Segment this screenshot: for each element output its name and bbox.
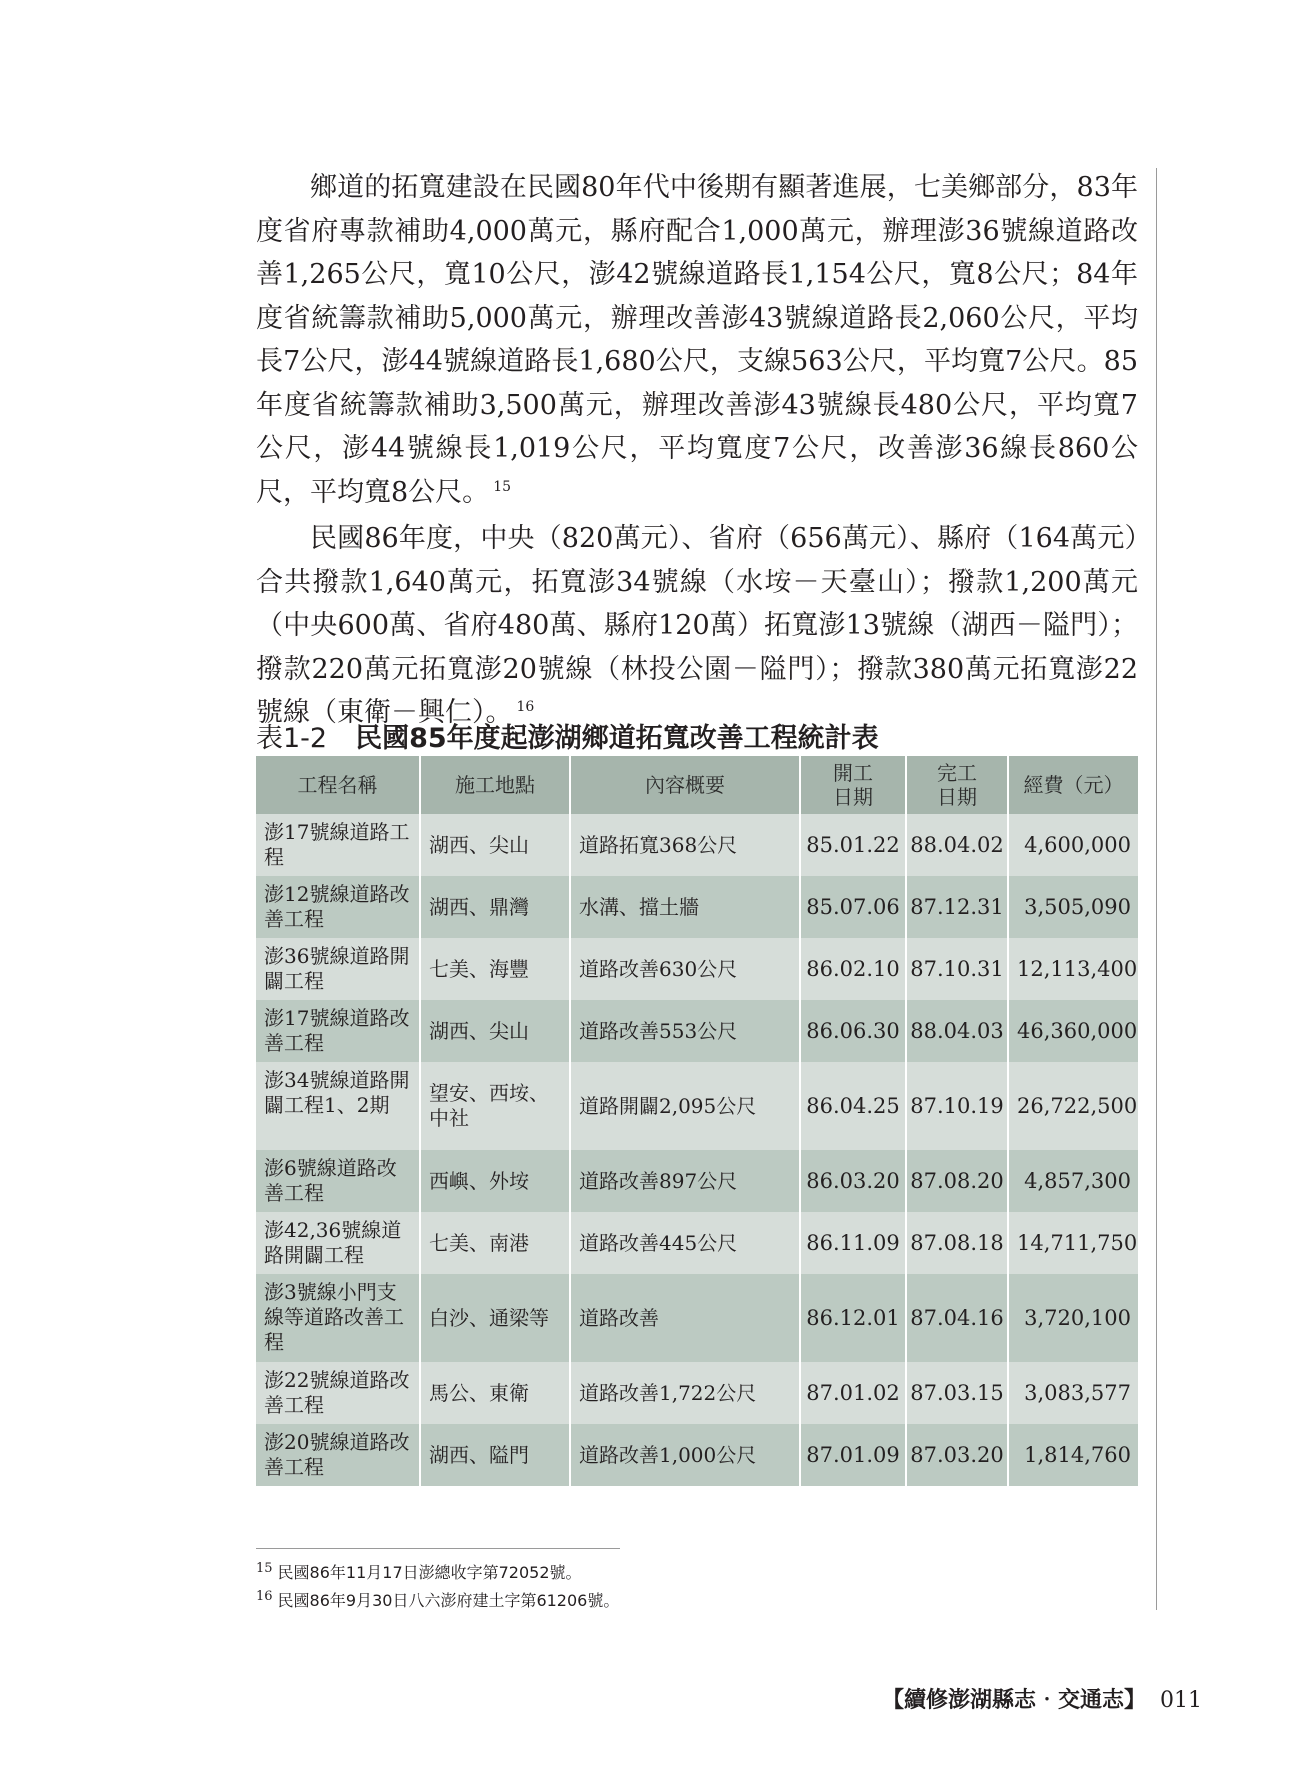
cell-start-date: 86.04.25 <box>800 1062 906 1150</box>
table-caption <box>256 716 879 755</box>
cell-cost: 12,113,400 <box>1008 938 1138 1000</box>
cell-end-date: 87.10.19 <box>906 1062 1008 1150</box>
cell-end-date: 87.08.20 <box>906 1150 1008 1212</box>
cell-cost: 4,600,000 <box>1008 814 1138 876</box>
cell-location: 七美、南港 <box>420 1212 570 1274</box>
footnote <box>256 1559 619 1587</box>
cell-cost: 3,083,577 <box>1008 1362 1138 1424</box>
footnotes <box>256 1559 619 1615</box>
cell-summary: 道路改善630公尺 <box>570 938 800 1000</box>
paragraph <box>256 166 1138 514</box>
cell-start-date: 86.03.20 <box>800 1150 906 1212</box>
cell-end-date: 87.10.31 <box>906 938 1008 1000</box>
cell-cost: 4,857,300 <box>1008 1150 1138 1212</box>
cell-summary: 道路改善445公尺 <box>570 1212 800 1274</box>
cell-location: 馬公、東衛 <box>420 1362 570 1424</box>
cell-summary: 道路改善897公尺 <box>570 1150 800 1212</box>
cell-location: 白沙、通梁等 <box>420 1274 570 1362</box>
header-cost: 經費（元） <box>1008 756 1138 814</box>
footnote-number: 15 <box>256 1560 273 1576</box>
paragraph <box>256 517 1138 735</box>
cell-summary: 道路改善553公尺 <box>570 1000 800 1062</box>
footnote <box>256 1587 619 1615</box>
cell-cost: 14,711,750 <box>1008 1212 1138 1274</box>
cell-name: 澎22號線道路改善工程 <box>256 1362 420 1424</box>
cell-location: 七美、海豐 <box>420 938 570 1000</box>
footnote-number: 16 <box>256 1588 273 1604</box>
cell-location: 西嶼、外垵 <box>420 1150 570 1212</box>
cell-end-date: 87.03.20 <box>906 1424 1008 1486</box>
header-start-date <box>800 756 906 814</box>
cell-cost: 3,720,100 <box>1008 1274 1138 1362</box>
cell-location: 湖西、尖山 <box>420 1000 570 1062</box>
footnote-ref: 16 <box>516 699 535 715</box>
cell-end-date: 87.03.15 <box>906 1362 1008 1424</box>
book-title: 【續修澎湖縣志‧交通志】 <box>882 1687 1147 1713</box>
footnote-divider <box>256 1548 620 1549</box>
table-row <box>256 814 1138 876</box>
margin-rule <box>1156 168 1157 1610</box>
paragraph-text: 民國86年度，中央（820萬元）、省府（656萬元）、縣府（164萬元）合共撥款1,640萬元，拓寬澎34號線（水垵－天臺山）；撥款1,200萬元（中央600萬、省府480萬、縣府120萬）拓寬澎13號線（湖西－隘門）；撥款220萬元拓寬澎20號線（林投公園－隘門）；撥款380萬元拓寬澎22號線（東衛－興仁）。 <box>256 523 1138 728</box>
header-name: 工程名稱 <box>256 756 420 814</box>
cell-cost: 1,814,760 <box>1008 1424 1138 1486</box>
cell-summary: 道路改善1,000公尺 <box>570 1424 800 1486</box>
header-end-date <box>906 756 1008 814</box>
cell-start-date: 86.11.09 <box>800 1212 906 1274</box>
cell-cost: 3,505,090 <box>1008 876 1138 938</box>
paragraph-text: 鄉道的拓寬建設在民國80年代中後期有顯著進展，七美鄉部分，83年度省府專款補助4,000萬元，縣府配合1,000萬元，辦理澎36號線道路改善1,265公尺，寬10公尺，澎42號線道路長1,154公尺，寬8公尺；84年度省統籌款補助5,000萬元，辦理改善澎43號線道路長2,060公尺，平均長7公尺，澎44號線道路長1,680公尺，支線563公尺，平均寬7公尺。85年度省統籌款補助3,500萬元，辦理改善澎43號線長480公尺，平均寬7公尺，澎44號線長1,019公尺，平均寬度7公尺，改善澎36線長860公尺，平均寬8公尺。 <box>256 172 1138 508</box>
cell-summary: 道路改善1,722公尺 <box>570 1362 800 1424</box>
header-end-line2: 日期 <box>937 785 977 809</box>
cell-summary: 道路拓寬368公尺 <box>570 814 800 876</box>
cell-location: 湖西、鼎灣 <box>420 876 570 938</box>
statistics-table <box>256 756 1138 1486</box>
cell-location: 湖西、尖山 <box>420 814 570 876</box>
cell-start-date: 86.12.01 <box>800 1274 906 1362</box>
cell-summary: 水溝、擋土牆 <box>570 876 800 938</box>
cell-name: 澎12號線道路改善工程 <box>256 876 420 938</box>
table-row <box>256 1212 1138 1274</box>
cell-start-date: 85.01.22 <box>800 814 906 876</box>
cell-location: 湖西、隘門 <box>420 1424 570 1486</box>
footnote-ref: 15 <box>493 478 512 495</box>
cell-end-date: 87.08.18 <box>906 1212 1008 1274</box>
table-number: 表1-2 <box>256 723 328 754</box>
cell-start-date: 87.01.02 <box>800 1362 906 1424</box>
cell-end-date: 87.04.16 <box>906 1274 1008 1362</box>
body-text <box>256 166 1138 735</box>
table-header-row <box>256 756 1138 814</box>
header-location: 施工地點 <box>420 756 570 814</box>
cell-name: 澎17號線道路工程 <box>256 814 420 876</box>
header-summary: 內容概要 <box>570 756 800 814</box>
running-footer <box>882 1683 1202 1714</box>
header-start-line2: 日期 <box>833 785 873 809</box>
cell-cost: 26,722,500 <box>1008 1062 1138 1150</box>
footnote-text: 民國86年11月17日澎總收字第72052號。 <box>277 1563 582 1582</box>
cell-summary: 道路改善 <box>570 1274 800 1362</box>
cell-name: 澎36號線道路開闢工程 <box>256 938 420 1000</box>
table-row <box>256 1000 1138 1062</box>
cell-name: 澎3號線小門支線等道路改善工程 <box>256 1274 420 1362</box>
page-number: 011 <box>1160 1688 1203 1713</box>
table-row <box>256 1274 1138 1362</box>
cell-cost: 46,360,000 <box>1008 1000 1138 1062</box>
table-row <box>256 938 1138 1000</box>
cell-end-date: 87.12.31 <box>906 876 1008 938</box>
cell-name: 澎20號線道路改善工程 <box>256 1424 420 1486</box>
cell-name: 澎42,36號線道路開闢工程 <box>256 1212 420 1274</box>
table-row <box>256 1062 1138 1150</box>
cell-name: 澎17號線道路改善工程 <box>256 1000 420 1062</box>
cell-name: 澎34號線道路開闢工程1、2期 <box>256 1062 420 1150</box>
table-row <box>256 1362 1138 1424</box>
cell-end-date: 88.04.02 <box>906 814 1008 876</box>
cell-location: 望安、西垵、中社 <box>420 1062 570 1150</box>
table-title: 民國85年度起澎湖鄉道拓寬改善工程統計表 <box>355 723 879 754</box>
cell-summary: 道路開闢2,095公尺 <box>570 1062 800 1150</box>
header-start-line1: 開工 <box>833 761 873 785</box>
cell-start-date: 86.06.30 <box>800 1000 906 1062</box>
cell-start-date: 85.07.06 <box>800 876 906 938</box>
header-end-line1: 完工 <box>937 761 977 785</box>
footnote-text: 民國86年9月30日八六澎府建土字第61206號。 <box>277 1591 620 1610</box>
table-row <box>256 1424 1138 1486</box>
cell-end-date: 88.04.03 <box>906 1000 1008 1062</box>
cell-start-date: 86.02.10 <box>800 938 906 1000</box>
cell-name: 澎6號線道路改善工程 <box>256 1150 420 1212</box>
table-row <box>256 1150 1138 1212</box>
cell-start-date: 87.01.09 <box>800 1424 906 1486</box>
table-row <box>256 876 1138 938</box>
